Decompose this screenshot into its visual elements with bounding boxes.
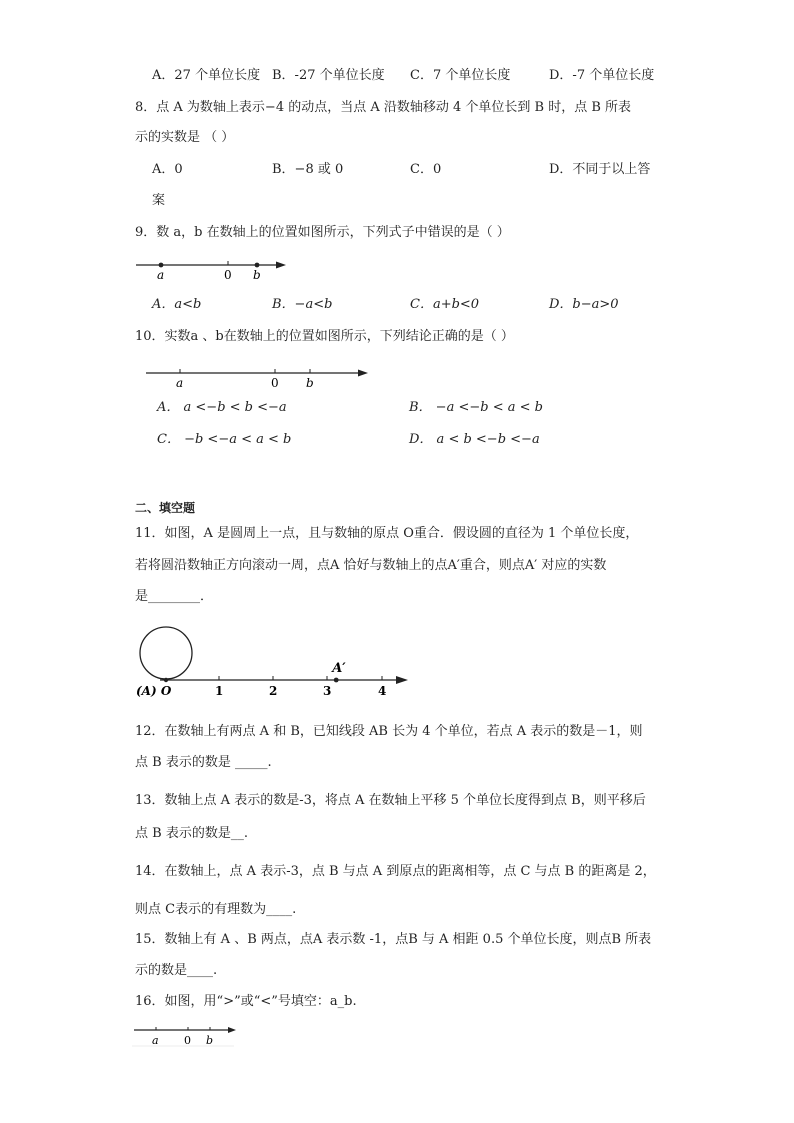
- q8-option-d-continued: 案: [152, 193, 166, 208]
- q14-stem-line1: 14．在数轴上，点 A 表示-3，点 B 与点 A 到原点的距离相等，点 C 与点 B 的距离是 2，: [135, 864, 656, 879]
- q14-stem-line2: 则点 C表示的有理数为____.: [135, 902, 297, 917]
- q15-stem-line1: 15．数轴上有 A 、B 两点，点A 表示数 -1，点B 与 A 相距 0.5 个单位长度，则点B 所表: [135, 932, 652, 947]
- q7-option-b: B．-27 个单位长度: [272, 68, 385, 83]
- q10-option-b: B． −a <−b < a < b: [409, 400, 543, 415]
- q11-origin-point: [164, 678, 168, 682]
- q9-point-b: [255, 263, 260, 268]
- q11-figure: [130, 622, 415, 702]
- q11-point-a-prime: [334, 678, 339, 683]
- q11-stem-line2: 若将圆沿数轴正方向滚动一周，点A 恰好与数轴上的点A′重合，则点A′ 对应的实数: [135, 558, 607, 573]
- q9-label-b: b: [253, 268, 261, 282]
- q10-option-d: D． a < b <−b <−a: [409, 432, 540, 447]
- q8-option-a: A．0: [152, 162, 183, 177]
- q11-label-origin: (A) O: [136, 684, 172, 698]
- q16-stem: 16．如图，用“>”或“<”号填空：a_b.: [135, 994, 357, 1009]
- q11-label-a-prime: A′: [332, 661, 346, 676]
- q11-stem-line3: 是________．: [135, 589, 214, 604]
- q7-option-a: A．27 个单位长度: [152, 68, 261, 83]
- q10-option-c: C． −b <−a < a < b: [157, 432, 292, 447]
- q16-label-0: 0: [184, 1034, 191, 1047]
- q9-option-d: D．b−a>0: [549, 297, 619, 312]
- q8-stem-line2: 示的实数是 （ ）: [135, 130, 235, 145]
- q16-label-a: a: [152, 1034, 159, 1047]
- q9-option-b: B．−a<b: [272, 297, 333, 312]
- q13-stem-line2: 点 B 表示的数是__.: [135, 826, 248, 841]
- q16-number-line: [130, 1024, 240, 1048]
- q9-point-a: [159, 263, 164, 268]
- q10-label-0: 0: [271, 376, 279, 390]
- q10-number-line: [140, 364, 375, 392]
- section-title-fill-in: 二、填空题: [135, 501, 196, 515]
- q13-stem-line1: 13．数轴上点 A 表示的数是-3，将点 A 在数轴上平移 5 个单位长度得到点 B，则平移后: [135, 793, 646, 808]
- q11-tick-label-1: 1: [215, 684, 224, 698]
- q8-option-d: D．不同于以上答: [549, 162, 651, 177]
- q8-stem-line1: 8．点 A 为数轴上表示−4 的动点，当点 A 沿数轴移动 4 个单位长到 B 时，点 B 所表: [135, 100, 632, 115]
- q10-option-a: A． a <−b < b <−a: [157, 400, 287, 415]
- q16-label-b: b: [206, 1034, 214, 1047]
- q11-tick-label-3: 3: [323, 684, 332, 698]
- q7-option-c: C．7 个单位长度: [410, 68, 511, 83]
- q9-number-line: [130, 255, 290, 283]
- q11-circle: [140, 627, 192, 679]
- q8-option-b: B．−8 或 0: [272, 162, 344, 177]
- q8-option-c: C．0: [410, 162, 442, 177]
- q9-label-0: 0: [224, 268, 232, 282]
- q10-label-b: b: [306, 376, 314, 390]
- q9-stem: 9．数 a，b 在数轴上的位置如图所示，下列式子中错误的是（ ）: [135, 225, 510, 240]
- q11-tick-label-2: 2: [269, 684, 278, 698]
- q9-option-a: A．a<b: [152, 297, 202, 312]
- q9-option-c: C．a+b<0: [410, 297, 480, 312]
- q7-option-d: D．-7 个单位长度: [549, 68, 655, 83]
- q10-label-a: a: [176, 376, 184, 390]
- q11-stem-line1: 11．如图，A 是圆周上一点，且与数轴的原点 O重合．假设圆的直径为 1 个单位长度，: [135, 526, 639, 541]
- q15-stem-line2: 示的数是____.: [135, 963, 218, 978]
- q10-stem: 10．实数a 、b在数轴上的位置如图所示，下列结论正确的是（ ）: [135, 329, 514, 344]
- q11-tick-label-4: 4: [378, 684, 387, 698]
- q12-stem-line1: 12．在数轴上有两点 A 和 B，已知线段 AB 长为 4 个单位，若点 A 表示的数是－1，则: [135, 724, 643, 739]
- q12-stem-line2: 点 B 表示的数是 _____.: [135, 755, 272, 770]
- q9-label-a: a: [157, 268, 165, 282]
